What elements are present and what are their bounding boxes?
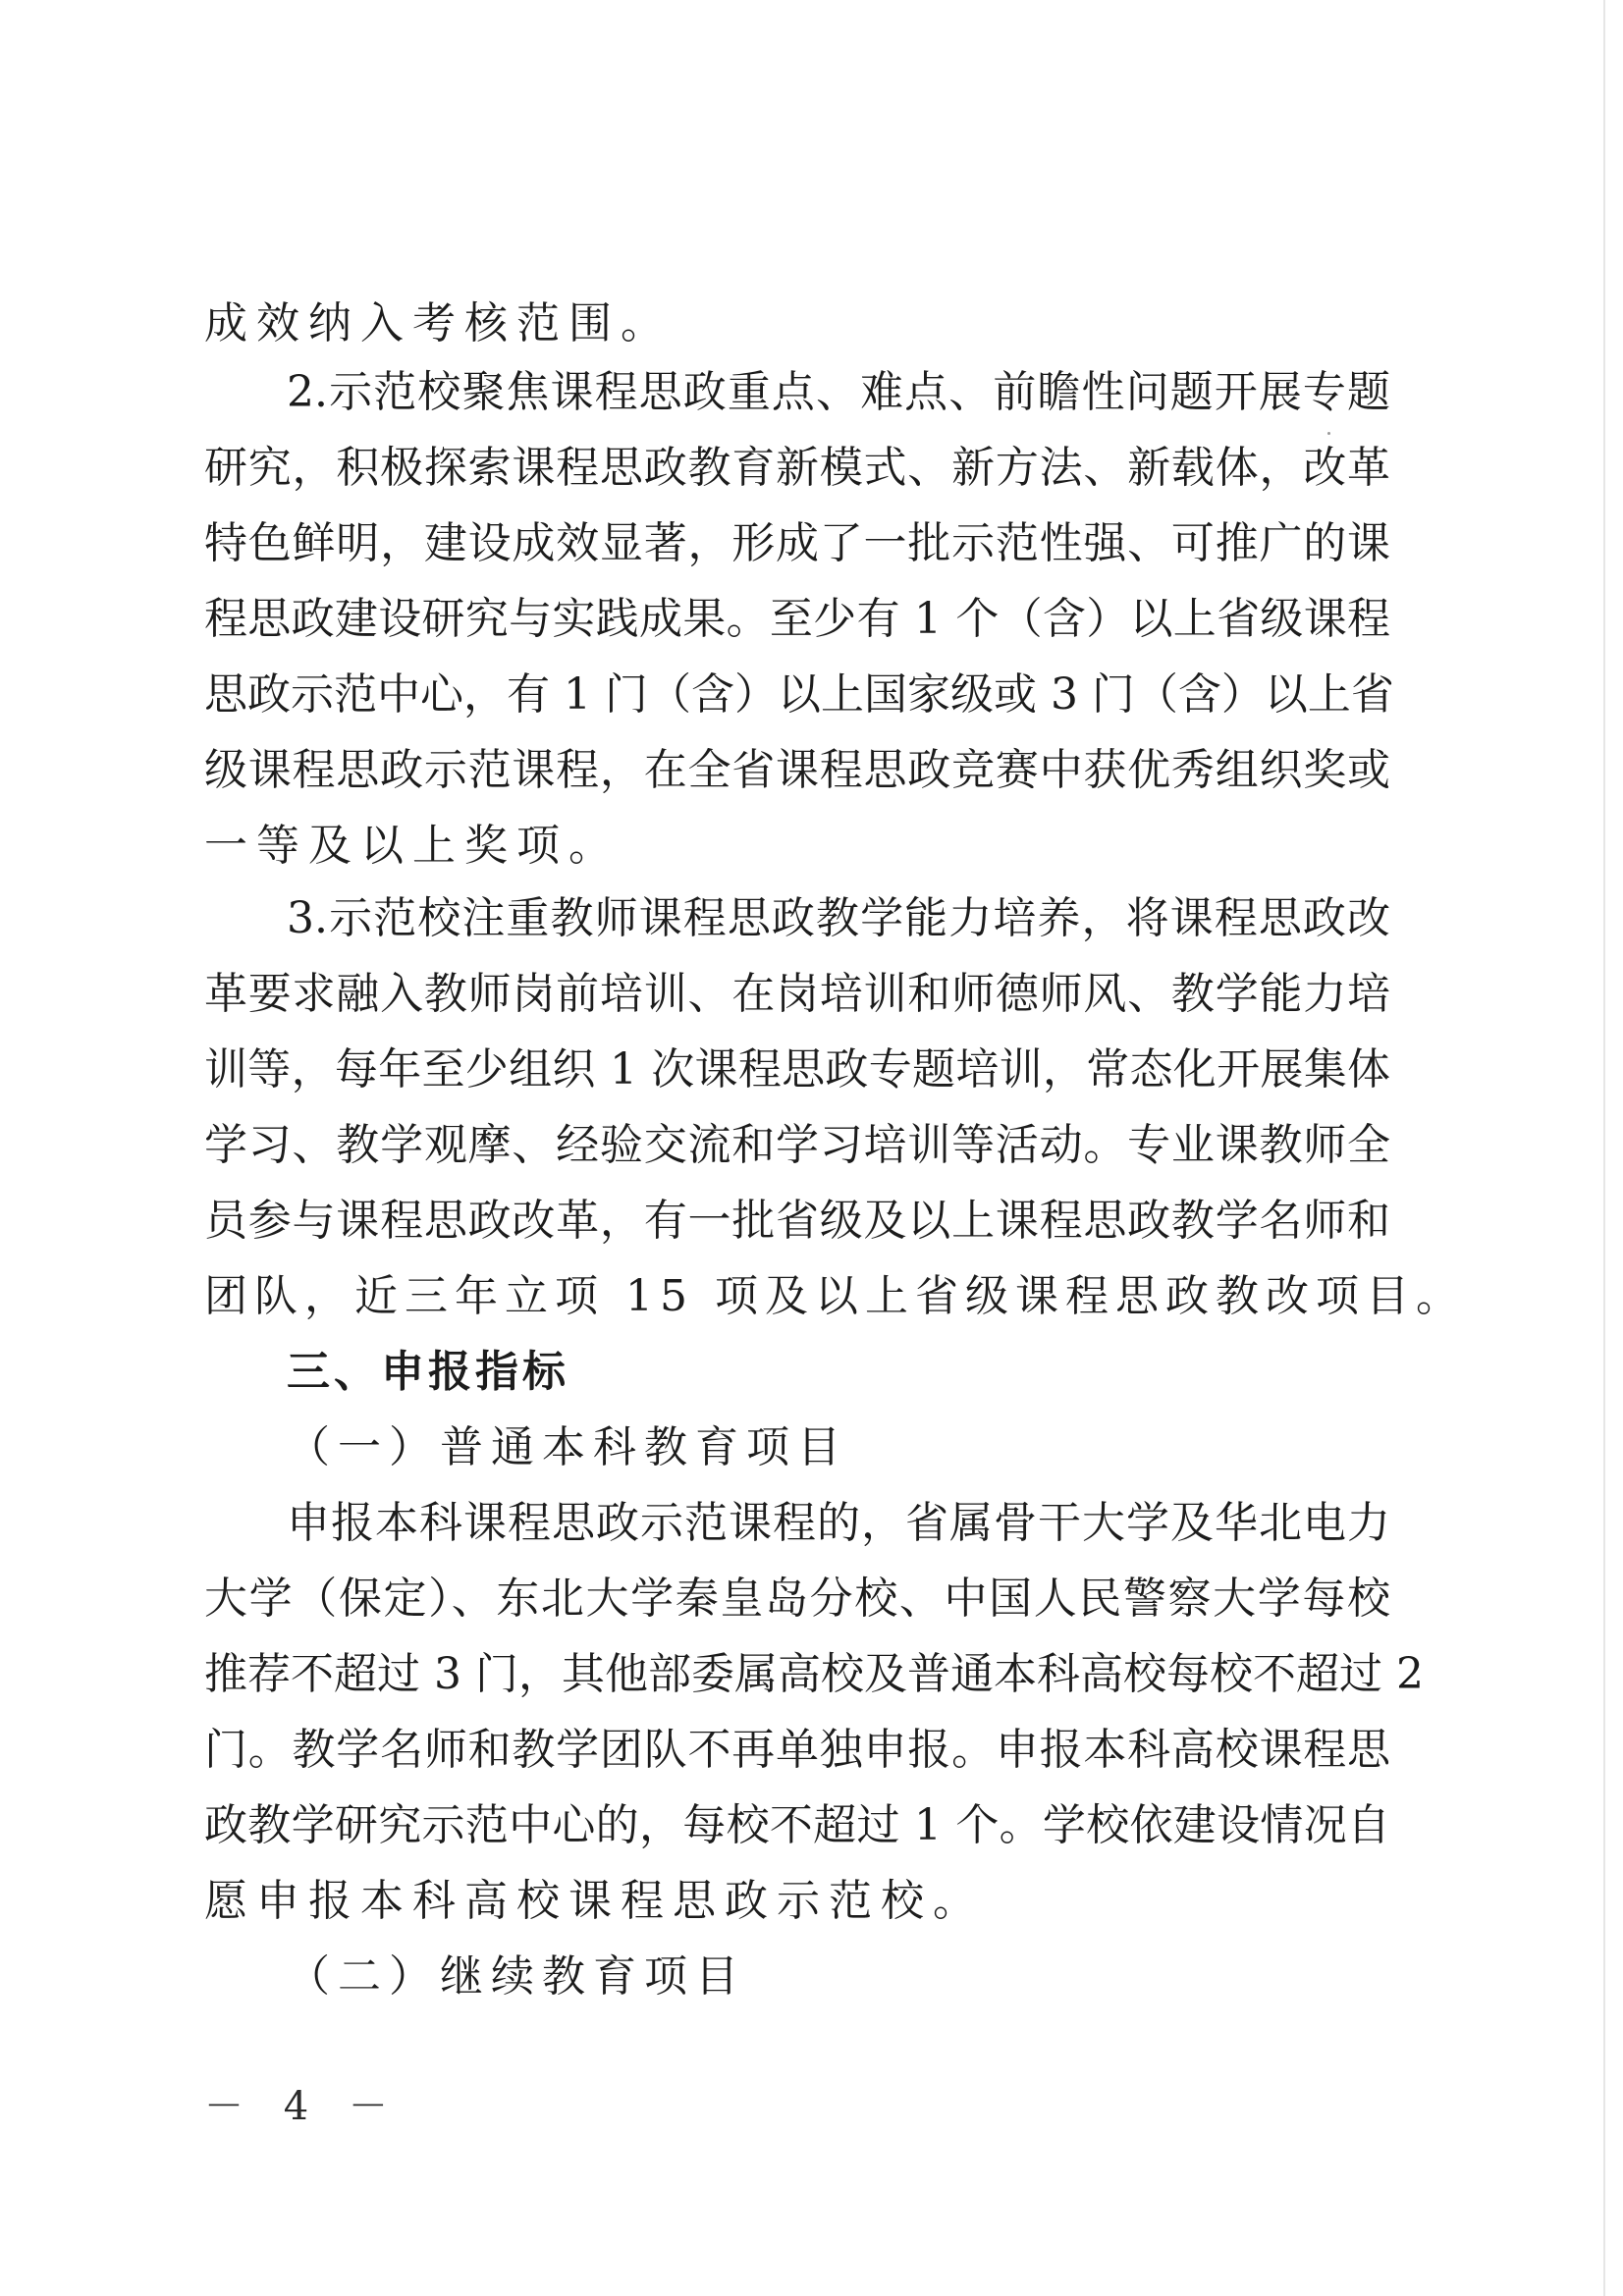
- paragraph-line: 大学（保定）、东北大学秦皇岛分校、中国人民警察大学每校: [204, 1574, 1390, 1624]
- paragraph-line: 政教学研究示范中心的，每校不超过 1 个。学校依建设情况自: [204, 1800, 1390, 1850]
- subsection-heading: （一）普通本科教育项目: [287, 1422, 848, 1472]
- paragraph-line: 愿申报本科高校课程思政示范校。: [204, 1876, 985, 1926]
- paragraph-line: 学习、教学观摩、经验交流和学习培训等活动。专业课教师全: [204, 1120, 1390, 1170]
- paragraph-line: 级课程思政示范课程，在全省课程思政竞赛中获优秀组织奖或: [204, 745, 1390, 795]
- page-edge-shadow: [1603, 0, 1605, 2296]
- scan-speck: [1327, 432, 1330, 435]
- paragraph-line: 推荐不超过 3 门，其他部委属高校及普通本科高校每校不超过 2: [204, 1649, 1424, 1699]
- paragraph-line: 成效纳入考核范围。: [204, 298, 673, 348]
- paragraph-line: 程思政建设研究与实践成果。至少有 1 个（含）以上省级课程: [204, 594, 1390, 644]
- paragraph-line: 训等，每年至少组织 1 次课程思政专题培训，常态化开展集体: [204, 1044, 1390, 1095]
- paragraph-line: 员参与课程思政改革，有一批省级及以上课程思政教学名师和: [204, 1196, 1390, 1246]
- paragraph-line: 研究，积极探索课程思政教育新模式、新方法、新载体，改革: [204, 443, 1390, 493]
- section-heading: 三、申报指标: [287, 1347, 569, 1397]
- paragraph-line: 3.示范校注重教师课程思政教学能力培养，将课程思政改: [287, 893, 1390, 943]
- paragraph-line: 团队，近三年立项 15 项及以上省级课程思政教改项目。: [204, 1271, 1466, 1321]
- paragraph-line: 2.示范校聚焦课程思政重点、难点、前瞻性问题开展专题: [287, 367, 1390, 417]
- page-number: － 4 －: [204, 2084, 402, 2129]
- paragraph-line: 特色鲜明，建设成效显著，形成了一批示范性强、可推广的课: [204, 518, 1390, 568]
- paragraph-line: 门。教学名师和教学团队不再单独申报。申报本科高校课程思: [204, 1725, 1390, 1775]
- paragraph-line: 思政示范中心，有 1 门（含）以上国家级或 3 门（含）以上省: [204, 669, 1394, 720]
- paragraph-line: 申报本科课程思政示范课程的，省属骨干大学及华北电力: [287, 1498, 1390, 1548]
- paragraph-line: 革要求融入教师岗前培训、在岗培训和师德师风、教学能力培: [204, 969, 1390, 1019]
- subsection-heading: （二）继续教育项目: [287, 1951, 746, 2002]
- paragraph-line: 一等及以上奖项。: [204, 821, 621, 871]
